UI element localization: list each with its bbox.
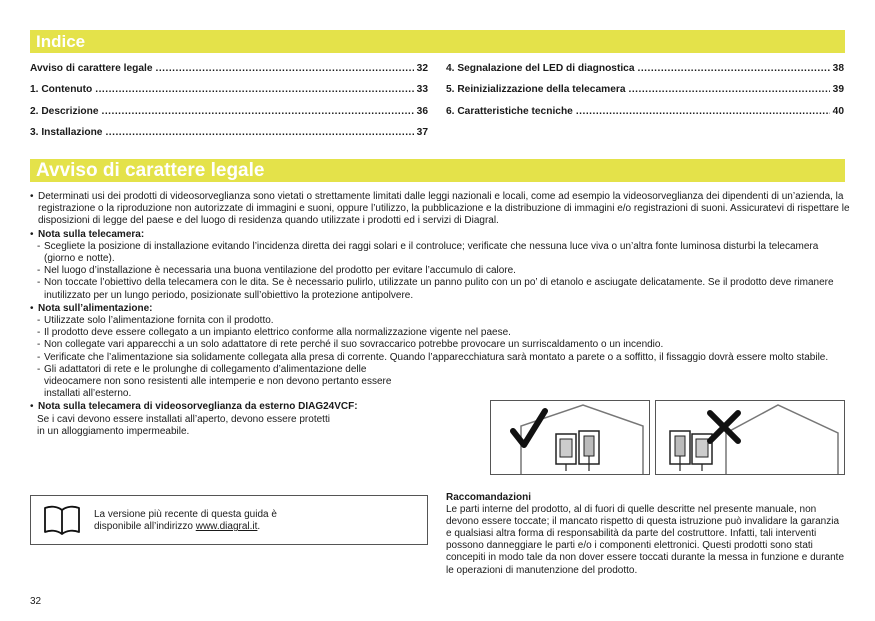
toc-entry[interactable] bbox=[30, 63, 428, 84]
cross-icon bbox=[704, 407, 744, 447]
toc-leader bbox=[105, 127, 413, 138]
legal-intro: • Determinati usi dei prodotti di videosorveglianza sono vietati o strettamente limitati dalle leggi nazionali e locali, come ad esempio la videosorveglianza dei dipendenti di un’azienda, la registrazione o la riproduzione non autorizzate di immagini e suoni, oppure l’utilizzo, la pubblicazione e la distribuzione di immagini e/o registrazioni di suoni. Assicuratevi di rispettare le disposizioni di legge del paese e del luogo di residenza quando utilizzate i prodotti ed i servizi di Diagral. bbox=[30, 191, 850, 227]
camera-note-title: • Nota sulla telecamera: bbox=[30, 228, 145, 240]
camera-note-item: - Nel luogo d’installazione è necessaria una buona ventilazione del prodotto per evitare l’accumulo di calore. bbox=[37, 265, 516, 277]
toc-leader bbox=[576, 106, 830, 117]
outdoor-ko-panel bbox=[655, 400, 845, 475]
toc-entry-page: 37 bbox=[416, 126, 428, 138]
power-note-item: - Non collegate vari apparecchi a un solo adattatore di rete perché il suo sovraccarico potrebbe provocare un surriscaldamento o un incendio. bbox=[37, 339, 664, 351]
power-note-item: - Gli adattatori di rete e le prolunghe di collegamento d’alimentazione delle videocamere non sono resistenti alle intemperie e non devono pertanto essere installati all’esterno. bbox=[37, 363, 392, 400]
toc-leader bbox=[95, 84, 413, 95]
guide-note-text: La versione più recente di questa guida è disponibile all’indirizzo www.diagral.it. bbox=[94, 509, 277, 533]
power-note-item: - Utilizzate solo l’alimentazione fornita con il prodotto. bbox=[37, 315, 274, 327]
toc-entry[interactable] bbox=[446, 84, 844, 105]
toc-entry-page: 38 bbox=[832, 63, 844, 74]
toc-entry-title: 4. Segnalazione del LED di diagnostica bbox=[446, 63, 635, 74]
power-note-item: - Il prodotto deve essere collegato a un impianto elettrico conforme alla normalizzazione vigente nel paese. bbox=[37, 327, 511, 339]
power-note-title: • Nota sull’alimentazione: bbox=[30, 302, 153, 314]
toc-right-column bbox=[446, 63, 844, 127]
recommendations-text: Le parti interne del prodotto, al di fuori di quelle descritte nel presente manuale, non devono essere toccate; il mancato rispetto di questa istruzione può invalidare la garanzia e qualsiasi altra forma di responsabilità da parte del costruttore. Infatti, tali interventi possono danneggiare le parti e/o i componenti elettronici. Questi prodotti sono stati concepiti in modo tale da non dover essere toccati durante la messa in funzione e durante le operazioni di manutenzione del prodotto. bbox=[446, 504, 845, 576]
book-icon bbox=[43, 504, 81, 536]
outdoor-note-text: in un alloggiamento impermeabile. bbox=[37, 425, 190, 437]
camera-note-item: - Scegliete la posizione di installazione evitando l’incidenza diretta dei raggi solari e il controluce; verificate che nessuna luce viva o un’altra fonte luminosa disturbi la telecamera (giorno e notte). bbox=[37, 240, 819, 265]
indoor-ok-panel bbox=[490, 400, 650, 475]
toc-entry[interactable] bbox=[30, 84, 428, 105]
toc-entry[interactable] bbox=[446, 106, 844, 127]
toc-entry-title: 3. Installazione bbox=[30, 126, 103, 138]
outdoor-note-text: Se i cavi devono essere installati all’aperto, devono essere protetti bbox=[37, 413, 330, 425]
toc-leader bbox=[156, 63, 414, 74]
page-number: 32 bbox=[30, 596, 42, 607]
toc-entry-page: 39 bbox=[832, 84, 844, 96]
toc-entry-page: 32 bbox=[416, 63, 428, 74]
recommendations bbox=[446, 492, 846, 577]
house-icon bbox=[656, 401, 844, 474]
toc-leader bbox=[629, 84, 830, 95]
check-icon bbox=[509, 407, 549, 449]
toc-entry[interactable] bbox=[446, 63, 844, 84]
camera-note-item: - Non toccate l’obiettivo della telecamera con le dita. Se è necessario pulirlo, utilizzate un panno pulito con un po’ di etanolo e asciugate delicatamente. Se il prodotto deve rimanere inutilizzato per un lungo periodo, posizionate sull’obiettivo la protezione antipolvere. bbox=[37, 277, 834, 301]
outdoor-note-title: • Nota sulla telecamera di videosorveglianza da esterno DIAG24VCF: bbox=[30, 401, 358, 413]
legal-heading: Avviso di carattere legale bbox=[30, 159, 845, 182]
guide-note-box bbox=[30, 495, 428, 545]
toc-entry-title: 1. Contenuto bbox=[30, 84, 93, 96]
installation-illustration bbox=[490, 400, 846, 475]
toc-leader bbox=[102, 106, 414, 117]
toc-entry-title: 2. Descrizione bbox=[30, 105, 99, 117]
toc-leader bbox=[638, 63, 830, 74]
diagral-link[interactable]: www.diagral.it bbox=[195, 521, 258, 533]
power-note-item: - Verificate che l’alimentazione sia solidamente collegata alla presa di corrente. Quando l’apparecchiatura sarà montato a parete o a soffitto, il fissaggio dovrà essere molto stabile. bbox=[37, 351, 829, 363]
toc-entry-page: 40 bbox=[832, 105, 844, 117]
recommendations-title: Raccomandazioni bbox=[446, 492, 532, 503]
toc-heading: Indice bbox=[30, 30, 845, 53]
toc-entry-title: Avviso di carattere legale bbox=[30, 63, 153, 74]
toc-entry-title: 5. Reinizializzazione della telecamera bbox=[446, 84, 626, 96]
toc-entry-page: 36 bbox=[416, 105, 428, 117]
toc-left-column bbox=[30, 63, 428, 148]
toc-entry[interactable] bbox=[30, 127, 428, 148]
toc-entry-page: 33 bbox=[416, 84, 428, 96]
toc-entry[interactable] bbox=[30, 106, 428, 127]
toc-entry-title: 6. Caratteristiche tecniche bbox=[446, 105, 573, 117]
